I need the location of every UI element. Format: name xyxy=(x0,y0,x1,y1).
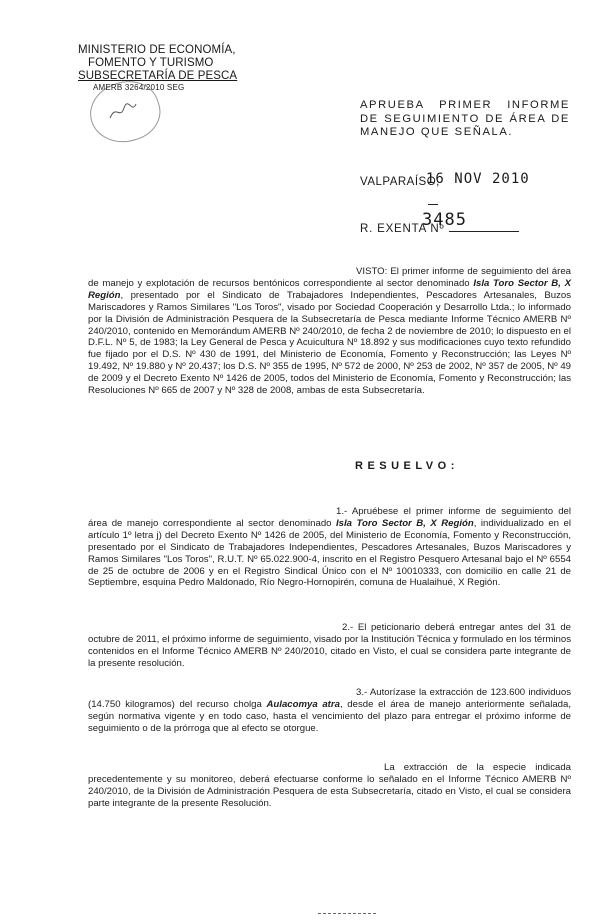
ministry-name: MINISTERIO DE ECONOMÍA, xyxy=(78,44,236,56)
visto-sector: Isla Toro Sector B, X Región xyxy=(88,277,571,301)
article-1-text-1: 1.- Apruébese el primer informe de seguimiento del área de manejo correspondiente al sector denominado xyxy=(88,506,571,529)
place-label: VALPARAÍSO, xyxy=(360,176,440,188)
visto-text-1: VISTO: El primer informe de seguimiento del área de manejo y explotación de recursos bentónicos correspondiente al sector denominado xyxy=(88,266,571,289)
visto-paragraph xyxy=(88,266,571,397)
article-1 xyxy=(88,506,571,589)
letterhead xyxy=(78,44,237,83)
article-3 xyxy=(88,687,571,735)
exenta-number: 3485 xyxy=(422,210,467,230)
article-2: 2.- El peticionario deberá entregar antes del 31 de octubre de 2011, el próximo informe de seguimiento, visado por la Institución Técnica y formulado en los términos contenidos en el Informe Técnico AMERB Nº 240/2010, citado en Visto, el cual se considera parte integrante de la presente resolución. xyxy=(88,622,571,669)
stamp-reference: AMERB 3264/2010 SEG xyxy=(93,83,185,92)
exenta-label: R. EXENTA Nº xyxy=(360,223,445,235)
article-1-sector: Isla Toro Sector B, X Región xyxy=(335,517,474,529)
stamp-signature-mark xyxy=(108,100,138,122)
article-1-text-2: , individualizado en el artículo 1º letra j) del Decreto Exento Nº 1426 de 2005, del Ministerio de Economía, Fomento y Reconstrucción, presentado por el Sindicato de Trabajadores Independientes, Pescadores Artesanales, Buzos Mariscadores y Ramos Similares "Los Toros", R.U.T. Nº 65.022.900-4, inscrito en el Registro Pesquero Artesanal bajo el Nº 6554 de 25 de octubre de 2006 y en el Registro Sindical Único con el Nº 10010333, con domicilio en calle 21 de Septiembre, esquina Pedro Maldonado, Río Negro-Hornopirén, comuna de Hualaihué, X Región. xyxy=(88,517,571,589)
date-stamp: 16 NOV 2010 xyxy=(426,171,530,187)
article-3-species: Aulacomya atra xyxy=(266,698,340,710)
article-3-extraction-paragraph: La extracción de la especie indicada precedentemente y su monitoreo, deberá efectuarse conforme lo señalado en el Informe Técnico AMERB Nº 240/2010, de la División de Administración Pesquera de esta Subsecretaría, citado en Visto, el cual se considera parte integrante de la presente Resolución. xyxy=(88,762,571,809)
number-dash xyxy=(428,204,438,205)
resolution-subject: APRUEBA PRIMER INFORME DE SEGUIMIENTO DE ÁREA DE MANEJO QUE SEÑALA. xyxy=(360,99,570,138)
footer-dash xyxy=(318,913,376,914)
subsecretariat-name: SUBSECRETARÍA DE PESCA xyxy=(78,70,238,82)
visto-text-2: , presentado por el Sindicato de Trabajadores Independientes, Pescadores Artesanales, Buzos Mariscadores y Ramos Similares "Los Toros", visado por Sociedad Cooperación y Desarrollo Ltda.; lo informado por la División de Administración Pesquera de la Subsecretaría de Pesca mediante Informe Técnico AMERB Nº 240/2010, contenido en Memorándum AMERB Nº 240/2010, de fecha 2 de noviembre de 2010; lo dispuesto en el D.F.L. Nº 5, de 1983; la Ley General de Pesca y Acuicultura Nº 18.892 y sus modificaciones cuyo texto refundido fue fijado por el D.S. Nº 430 de 1991, del Ministerio de Economía, Fomento y Reconstrucción; las Leyes Nº 19.492, Nº 19.880 y Nº 20.437; los D.S. Nº 355 de 1995, Nº 572 de 2000, Nº 253 de 2002, Nº 357 de 2005, Nº 49 de 2009 y el Decreto Exento Nº 1426 de 2005, todos del Ministerio de Economía, Fomento y Reconstrucción; las Resoluciones Nº 665 de 2007 y Nº 328 de 2008, ambas de esta Subsecretaría. xyxy=(88,289,571,397)
article-3-text-1: 3.- Autorízase la extracción de 123.600 individuos (14.750 kilogramos) del recurso cholga xyxy=(88,687,571,710)
resuelvo-heading: RESUELVO: xyxy=(355,460,459,472)
ministry-subname: FOMENTO Y TURISMO xyxy=(88,57,214,69)
article-3-text-2: , desde el área de manejo anteriormente señalada, según normativa vigente y en todo caso, hasta el vencimiento del plazo para entregar el próximo informe de seguimiento o de la prórroga que al efecto se otorgue. xyxy=(88,698,571,734)
